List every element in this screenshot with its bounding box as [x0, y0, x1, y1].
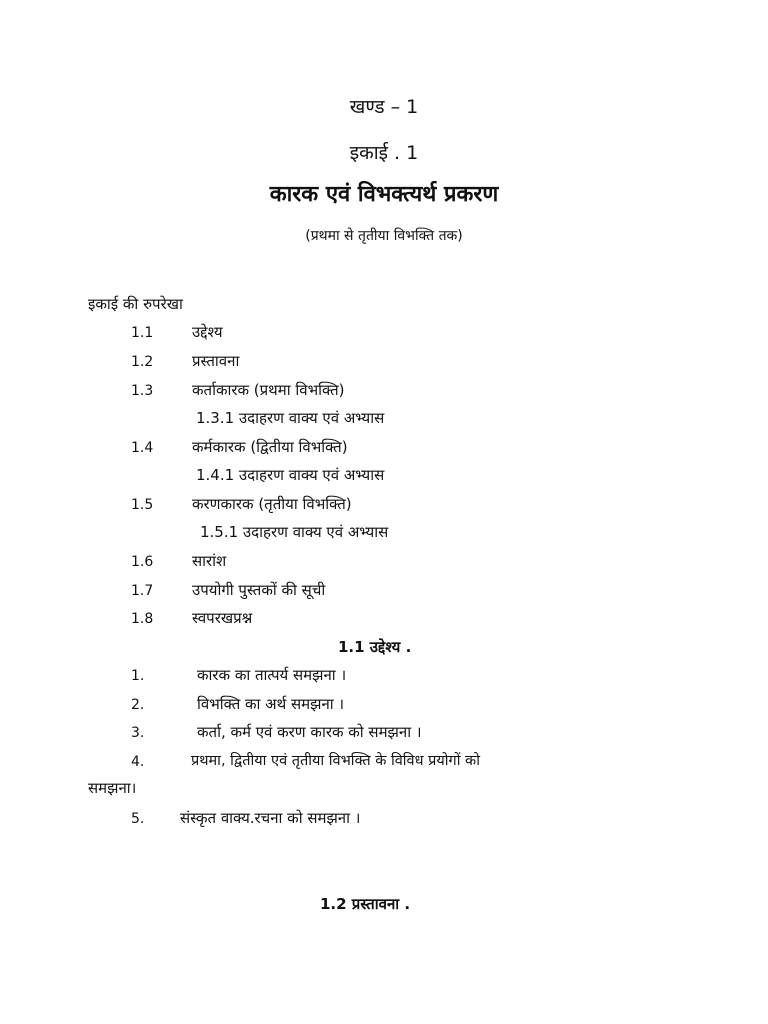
outline-item-label: उद्देश्य	[192, 323, 223, 341]
outline-item-label: कर्मकारक (द्वितीया विभक्ति)	[192, 438, 348, 456]
outline-item-label: प्रस्तावना	[192, 352, 240, 370]
objective-text: प्रथमा, द्वितीया एवं तृतीया विभक्ति के विविध प्रयोगों को	[191, 753, 480, 769]
objective-text: संस्कृत वाक्य.रचना को समझना ।	[180, 809, 361, 827]
outline-item-number: 1.8	[131, 611, 154, 627]
outline-item-number: 1.5	[131, 497, 154, 513]
objective-number: 3.	[131, 725, 145, 741]
prastavana-heading: 1.2 प्रस्तावना .	[320, 895, 411, 913]
page-title: कारक एवं विभक्त्यर्थ प्रकरण	[269, 182, 499, 207]
ikai-heading: इकाई . 1	[349, 142, 419, 164]
outline-item-number: 1.3	[131, 383, 154, 399]
outline-item-label: सारांश	[192, 552, 227, 570]
objective-text: विभक्ति का अर्थ समझना ।	[197, 695, 345, 713]
outline-item-label: उपयोगी पुस्तकों की सूची	[192, 581, 326, 599]
objective-number: 4.	[131, 754, 145, 770]
page-subtitle: (प्रथमा से तृतीया विभक्ति तक)	[305, 228, 463, 244]
objective-number: 5.	[131, 811, 145, 827]
outline-subitem-label: 1.3.1 उदाहरण वाक्य एवं अभ्यास	[196, 409, 385, 427]
outline-item-number: 1.2	[131, 354, 154, 370]
outline-item-label: स्वपरखप्रश्न	[192, 609, 253, 627]
objective-text: कारक का तात्पर्य समझना ।	[197, 666, 347, 684]
outline-item-number: 1.6	[131, 554, 154, 570]
outline-subitem-label: 1.5.1 उदाहरण वाक्य एवं अभ्यास	[200, 523, 389, 541]
khand-heading: खण्ड – 1	[349, 96, 419, 118]
objective-number: 1.	[131, 668, 145, 684]
outline-heading: इकाई की रुपरेखा	[88, 295, 183, 313]
objective-text: कर्ता, कर्म एवं करण कारक को समझना ।	[197, 723, 422, 741]
objectives-heading: 1.1 उद्देश्य .	[338, 638, 412, 656]
outline-subitem-label: 1.4.1 उदाहरण वाक्य एवं अभ्यास	[196, 466, 385, 484]
outline-item-number: 1.7	[131, 583, 154, 599]
objective-text-continuation: समझना।	[88, 779, 137, 797]
outline-item-label: करणकारक (तृतीया विभक्ति)	[192, 495, 352, 513]
outline-item-number: 1.4	[131, 440, 154, 456]
objective-number: 2.	[131, 697, 145, 713]
outline-item-number: 1.1	[131, 325, 154, 341]
outline-item-label: कर्ताकारक (प्रथमा विभक्ति)	[192, 381, 345, 399]
